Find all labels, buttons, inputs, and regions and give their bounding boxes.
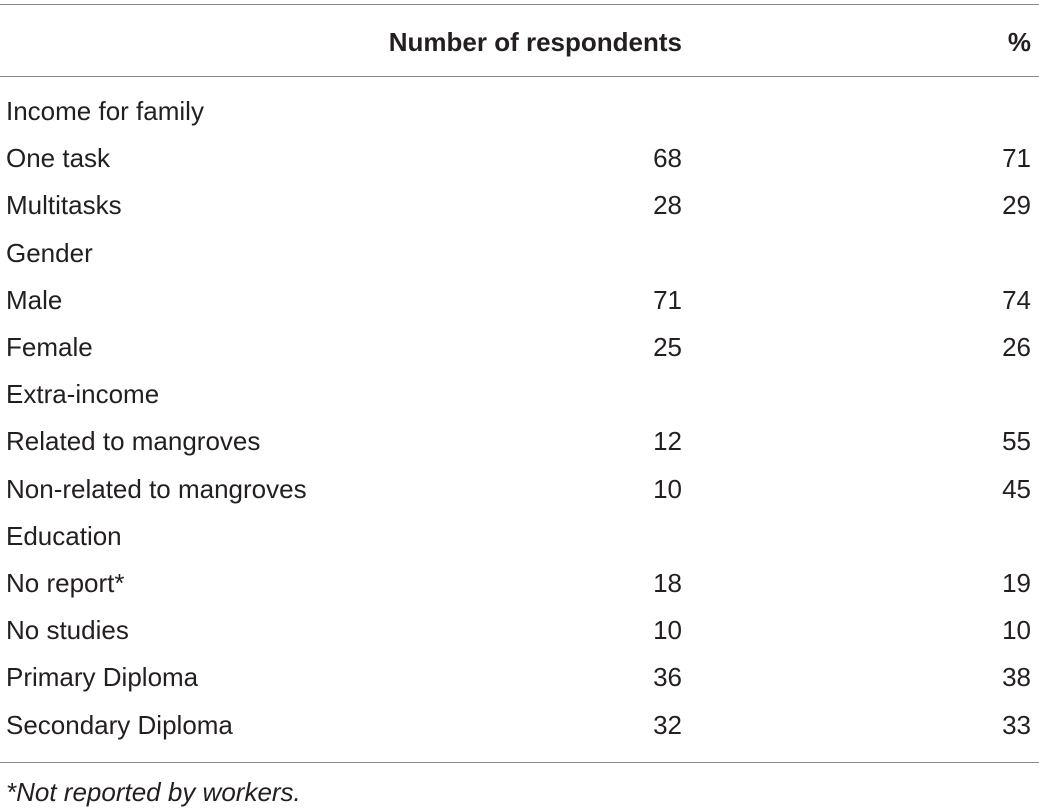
- section-heading: Education: [6, 521, 122, 551]
- row-percent: 33: [1002, 710, 1031, 740]
- row-number-of-respondents: 18: [653, 568, 682, 598]
- row-number-of-respondents: 25: [653, 332, 682, 362]
- row-number-of-respondents: 10: [653, 474, 682, 504]
- row-number-of-respondents: 28: [653, 190, 682, 220]
- row-label: One task: [6, 143, 111, 173]
- bottom-rule: [0, 762, 1039, 763]
- row-percent: 26: [1002, 332, 1031, 362]
- row-label: Secondary Diploma: [6, 710, 233, 740]
- row-percent: 55: [1002, 426, 1031, 456]
- top-rule: [0, 4, 1039, 5]
- header-number-of-respondents: Number of respondents: [388, 27, 682, 57]
- row-number-of-respondents: 10: [653, 615, 682, 645]
- header-rule: [0, 76, 1039, 77]
- row-label: Related to mangroves: [6, 426, 261, 456]
- row-label: Multitasks: [6, 190, 122, 220]
- row-number-of-respondents: 12: [653, 426, 682, 456]
- row-percent: 45: [1002, 474, 1031, 504]
- row-percent: 29: [1002, 190, 1031, 220]
- row-label: No report*: [6, 568, 125, 598]
- row-percent: 19: [1002, 568, 1031, 598]
- row-label: Primary Diploma: [6, 662, 199, 692]
- row-percent: 10: [1002, 615, 1031, 645]
- table-footnote: *Not reported by workers.: [6, 777, 301, 807]
- header-percent: %: [1007, 27, 1031, 57]
- row-number-of-respondents: 32: [653, 710, 682, 740]
- row-label: Male: [6, 285, 63, 315]
- section-heading: Extra-income: [6, 379, 160, 409]
- row-label: No studies: [6, 615, 129, 645]
- row-number-of-respondents: 71: [653, 285, 682, 315]
- section-heading: Gender: [6, 238, 93, 268]
- row-number-of-respondents: 36: [653, 662, 682, 692]
- row-percent: 71: [1002, 143, 1031, 173]
- row-number-of-respondents: 68: [653, 143, 682, 173]
- row-percent: 74: [1002, 285, 1031, 315]
- row-percent: 38: [1002, 662, 1031, 692]
- row-label: Non-related to mangroves: [6, 474, 307, 504]
- section-heading: Income for family: [6, 96, 204, 126]
- row-label: Female: [6, 332, 93, 362]
